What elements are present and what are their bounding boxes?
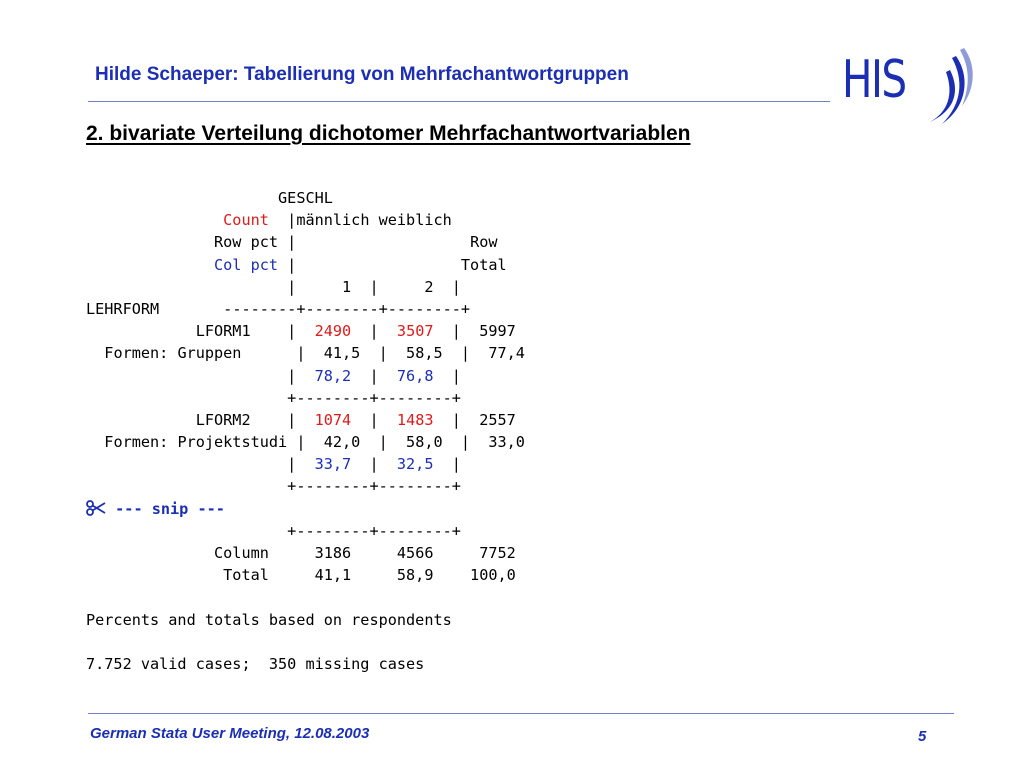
row-variable-name: LEHRFORM	[86, 299, 160, 318]
row-total-value: 5997	[479, 322, 516, 341]
table-row: Formen: Projektstudi | 42,0 | 58,0 | 33,0	[104, 433, 525, 452]
category-label: männlich	[296, 211, 370, 230]
count-value: 1483	[396, 410, 434, 429]
grand-total-value: 7752	[479, 544, 516, 562]
row-pct-value: 41,5	[323, 344, 361, 363]
table-separator: --------+--------+--------+	[223, 299, 471, 318]
col-pct-value: 78,2	[314, 366, 352, 385]
column-code: 1	[342, 277, 352, 296]
count-label: Count	[223, 211, 269, 230]
table-separator: +--------+--------+	[287, 477, 461, 496]
section-title: 2. bivariate Verteilung dichotomer Mehrfachantwortvariablen	[86, 122, 691, 145]
col-pct-value: 32,5	[396, 455, 434, 474]
row-name: LFORM1	[195, 322, 251, 341]
column-code: 2	[424, 277, 434, 296]
slide-header-title: Hilde Schaeper: Tabellierung von Mehrfachantwortgruppen	[95, 64, 629, 85]
scissors-icon	[86, 500, 106, 516]
column-variable-name: GESCHL	[278, 189, 333, 207]
page-number: 5	[918, 728, 927, 745]
column-pct-value: 41,1	[314, 566, 352, 585]
column-total-value: 4566	[396, 544, 434, 562]
col-pct-value: 76,8	[396, 366, 434, 385]
column-totals-label-2: Total	[223, 566, 269, 585]
table-row: | 33,7 | 32,5 |	[86, 455, 461, 474]
header-divider	[88, 101, 830, 102]
row-pct-value: 58,0	[406, 433, 443, 452]
table-row: LFORM2 | 1074 | 1483 | 2557	[195, 410, 516, 429]
his-logo	[838, 42, 978, 126]
row-pct-value: 58,5	[406, 344, 443, 363]
col-pct-label: Col pct	[214, 255, 279, 274]
row-total-pct: 33,0	[488, 433, 525, 452]
category-label: weiblich	[378, 211, 452, 230]
table-row	[86, 298, 525, 320]
table-row	[86, 520, 525, 542]
table-row	[86, 187, 525, 209]
row-pct-label: Row pct	[214, 233, 279, 252]
column-total-value: 3186	[314, 544, 352, 562]
grand-total-pct: 100,0	[470, 566, 516, 585]
row-name: LFORM2	[195, 410, 251, 429]
table-row: Count |männlich weiblich	[223, 211, 452, 230]
table-note: Percents and totals based on respondents	[86, 610, 452, 629]
his-logo-text: HIS	[842, 50, 906, 110]
snip-marker	[86, 498, 525, 520]
table-row: LFORM1 | 2490 | 3507 | 5997	[195, 322, 516, 341]
col-pct-value: 33,7	[314, 455, 352, 474]
table-row: | 1 | 2 |	[86, 277, 461, 296]
row-label: Formen: Gruppen	[104, 344, 242, 363]
footer-divider	[88, 713, 954, 714]
count-value: 3507	[396, 322, 434, 341]
count-value: 1074	[314, 410, 352, 429]
column-totals-label: Column	[214, 544, 269, 562]
tabulation-output	[86, 187, 525, 675]
table-row: Formen: Gruppen | 41,5 | 58,5 | 77,4	[104, 344, 525, 363]
table-row	[86, 475, 525, 497]
footer-event: German Stata User Meeting, 12.08.2003	[90, 725, 370, 742]
column-pct-value: 58,9	[396, 566, 434, 585]
snip-text: --- snip ---	[115, 499, 225, 518]
row-label: Formen: Projektstudi	[104, 433, 288, 452]
table-row	[86, 387, 525, 409]
table-row	[86, 564, 525, 586]
table-row: | 78,2 | 76,8 |	[86, 366, 461, 385]
row-total-pct: 77,4	[488, 344, 525, 363]
row-total-label: Row	[470, 233, 498, 252]
table-row	[86, 542, 525, 564]
count-value: 2490	[314, 322, 352, 341]
row-total-value: 2557	[479, 410, 516, 429]
table-separator: +--------+--------+	[287, 388, 461, 407]
table-row: Row pct | Row	[214, 233, 498, 252]
total-header-label: Total	[460, 255, 507, 274]
cases-summary: 7.752 valid cases; 350 missing cases	[86, 654, 425, 673]
table-separator: +--------+--------+	[287, 521, 461, 540]
table-row: Col pct | Total	[214, 255, 507, 274]
row-pct-value: 42,0	[323, 433, 361, 452]
